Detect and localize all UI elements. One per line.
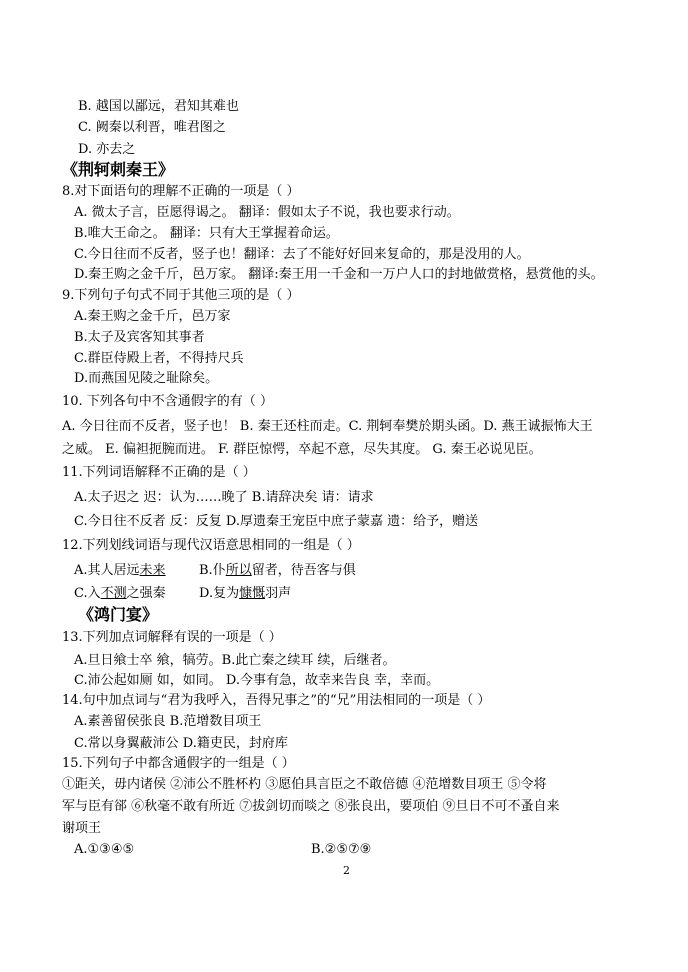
option-line: A.旦日飨士卒 飨，犒劳。B.此亡秦之续耳 续，后继者。 [74, 653, 396, 668]
option-text: 之强秦 [126, 586, 166, 601]
section-title: 《荆轲刺秦王》 [62, 160, 175, 179]
underlined-word: 所以 [225, 563, 252, 578]
option-text: 留者，待吾客与俱 [251, 563, 356, 578]
option-text: 羽声 [265, 586, 292, 601]
underlined-word: 慷慨 [239, 586, 266, 601]
question-11: 11.下列词语解释不正确的是（ ） [62, 465, 256, 480]
question-10: 10. 下列各句中不含通假字的有（ ） [62, 394, 273, 409]
option-line: C.今日往而不反者，竖子也！翻译：去了不能好好回来复命的，那是没用的人。 [74, 247, 530, 262]
option-line: B.太子及宾客知其事者 [74, 330, 205, 345]
question-9: 9.下列句子句式不同于其他三项的是（ ） [62, 288, 300, 303]
option-text: B.仆 [199, 563, 226, 578]
option-line: C.群臣侍殿上者，不得持尺兵 [74, 351, 244, 366]
option-text: C.入 [74, 586, 101, 601]
underlined-word: 未来 [139, 563, 166, 578]
option-line [74, 562, 166, 579]
question-12: 12.下列划线词语与现代汉语意思相同的一组是（ ） [62, 538, 360, 553]
option-line: A. 微太子言，臣愿得谒之。 翻译：假如太子不说，我也要求行动。 [74, 205, 460, 220]
option-line: C.沛公起如厕 如，如同。 D.今事有急，故幸来告良 幸，幸而。 [74, 673, 440, 688]
option-line: C.今日往不反者 反：反复 D.厚遗秦王宠臣中庶子蒙嘉 遗：给予，赠送 [74, 514, 479, 529]
option-line: D. 亦去之 [78, 142, 136, 157]
option-line: 之威。 E. 偏袒扼腕而进。 F. 群臣惊愕，卒起不意，尽失其度。 G. 秦王必说见臣。 [62, 442, 542, 457]
option-line: A.太子迟之 迟：认为……晚了 B.请辞决矣 请：请求 [74, 490, 374, 505]
section-title: 《鸿门宴》 [78, 605, 159, 624]
option-line: A.秦王购之金千斤，邑万家 [74, 309, 231, 324]
option-line: ①距关，毋内诸侯 ②沛公不胜杯杓 ③愿伯具言臣之不敢倍德 ④范增数目项王 ⑤令将 [62, 777, 547, 792]
option-line: B.②⑤⑦⑨ [311, 842, 372, 857]
option-line: A.①③④⑤ [74, 842, 135, 857]
underlined-word: 不测 [100, 586, 127, 601]
option-text: A.其人居远 [74, 563, 140, 578]
option-line [199, 562, 356, 579]
question-14: 14.句中加点词与“君为我呼入，吾得兄事之”的“兄”用法相同的一项是（ ） [62, 693, 491, 708]
question-15: 15.下列句子中都含通假字的一组是（ ） [62, 756, 295, 771]
option-line: C.常以身翼蔽沛公 D.籍吏民，封府库 [74, 736, 288, 751]
question-8: 8.对下面语句的理解不正确的一项是（ ） [62, 184, 300, 199]
option-line: 谢项王 [62, 821, 102, 836]
option-line: B. 越国以鄙远，君知其难也 [78, 99, 239, 114]
option-line: C. 阙秦以利晋，唯君图之 [78, 120, 226, 135]
option-line [74, 585, 166, 602]
option-line: D.而燕国见陵之耻除矣。 [74, 371, 219, 386]
option-line [199, 585, 291, 602]
option-line: A.素善留侯张良 B.范增数目项王 [74, 714, 262, 729]
question-13: 13.下列加点词解释有误的一项是（ ） [62, 630, 282, 645]
page-number: 2 [343, 864, 350, 877]
option-line: B.唯大王命之。 翻译：只有大王掌握着命运。 [74, 226, 339, 241]
option-text: D.复为 [199, 586, 240, 601]
option-line: D.秦王购之金千斤，邑万家。 翻译:秦王用一千金和一万户人口的封地做赏格，悬赏他的头。 [74, 267, 604, 282]
option-line: A. 今日往而不反者，竖子也！ B. 秦王还柱而走。C. 荆轲奉樊於期头函。D. 燕王诚振怖大王 [62, 419, 593, 434]
option-line: 军与臣有郤 ⑥秋毫不敢有所近 ⑦拔剑切而啖之 ⑧张良出，要项伯 ⑨旦日不可不蚤自来 [62, 799, 560, 814]
